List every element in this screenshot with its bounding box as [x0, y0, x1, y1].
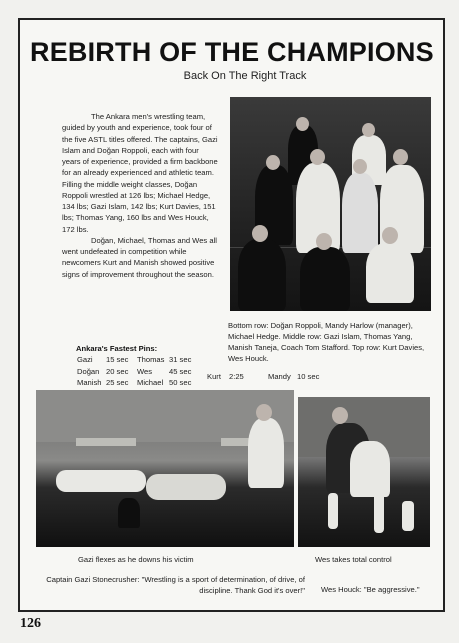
pin-time: 10 sec [297, 372, 320, 381]
team-member-head [266, 155, 280, 170]
pin-name: Mandy [268, 372, 291, 381]
pin-name: Thomas [137, 355, 165, 364]
article-paragraph-1: The Ankara men's wrestling team, guided by youth and experience, took four of the five ASTL titles offered. The captains, Gazi Islam and Doğan Roppoli, each with four years of experience, provided a firm backbone for an already experienced and athletic team. Filling the middle weight classes, Doğan Roppoli wrestled at 126 lbs; Michael Hedge, 134 lbs; Gazi Islam, 142 lbs; Kurt Davies, 151 lbs; Thomas Yang, 160 lbs and Wes Houck, 172 lbs. [62, 112, 218, 234]
pin-name: Doğan [77, 366, 100, 376]
referee-figure [248, 418, 284, 488]
pin-name: Manish [77, 378, 102, 387]
pins-row [77, 366, 217, 378]
team-photo-caption: Bottom row: Doğan Roppoli, Mandy Harlow (manager), Michael Hedge. Middle row: Gazi Islam, Thomas Yang, Manish Taneja, Coach Tom Stafford. Top row: Kurt Davies, Wes Houck. [228, 321, 425, 363]
team-member-figure [238, 239, 286, 311]
pin-time: 31 sec [169, 355, 192, 364]
pin-time: 2:25 [229, 372, 244, 381]
page-title: REBIRTH OF THE CHAMPIONS [30, 37, 434, 67]
pins-row [77, 377, 217, 389]
team-member-head [393, 149, 408, 165]
article-paragraph-2: Doğan, Michael, Thomas and Wes all went undefeated in competition while newcomers Kurt and Manish showed positive signs of improvement throughout the season. [62, 235, 217, 279]
team-member-figure [300, 247, 350, 311]
photo-radiator [76, 438, 136, 446]
team-member-head [382, 227, 398, 244]
wrestler-leg [402, 501, 414, 531]
wrestling-action-photo-2 [298, 397, 430, 547]
pin-time: 25 sec [106, 378, 129, 387]
gazi-quote: Captain Gazi Stonecrusher: "Wrestling is a sport of determination, of drive, of discipline. Thank God it's over!" [46, 575, 305, 595]
fastest-pins-title: Ankara's Fastest Pins: [76, 344, 158, 353]
wrestler-figure [118, 498, 140, 528]
pin-name: Kurt [207, 372, 221, 381]
article-text [62, 111, 219, 280]
pin-time: 20 sec [106, 366, 129, 376]
pin-name: Gazi [77, 355, 93, 364]
wrestler-leg [374, 493, 384, 533]
team-member-figure [342, 173, 378, 253]
team-member-head [353, 159, 367, 174]
wrestler-head [332, 407, 348, 424]
pin-time: 15 sec [106, 355, 129, 364]
wrestler-figure [350, 441, 390, 497]
fastest-pins-table [77, 354, 217, 389]
action-photo-2-caption: Wes takes total control [315, 555, 392, 564]
team-member-figure [366, 243, 414, 303]
wrestling-action-photo-1 [36, 390, 294, 547]
pins-row [77, 354, 217, 366]
team-member-head [296, 117, 309, 131]
wrestler-figure [146, 474, 226, 500]
team-member-head [316, 233, 332, 250]
action-photo-1-caption: Gazi flexes as he downs his victim [78, 555, 194, 564]
pin-name: Michael [137, 378, 164, 387]
pin-time: 45 sec [169, 366, 192, 376]
pin-name: Wes [137, 366, 153, 376]
team-member-head [362, 123, 375, 137]
pin-time: 50 sec [169, 378, 192, 387]
page-subtitle: Back On The Right Track [183, 70, 307, 82]
team-member-head [310, 149, 325, 165]
referee-head [256, 404, 272, 421]
team-photo [230, 97, 431, 311]
wrestler-figure [56, 470, 146, 492]
wes-quote: Wes Houck: "Be aggressive." [321, 585, 420, 594]
team-member-head [252, 225, 268, 242]
page-number: 126 [20, 616, 41, 631]
wrestler-leg [328, 493, 338, 529]
